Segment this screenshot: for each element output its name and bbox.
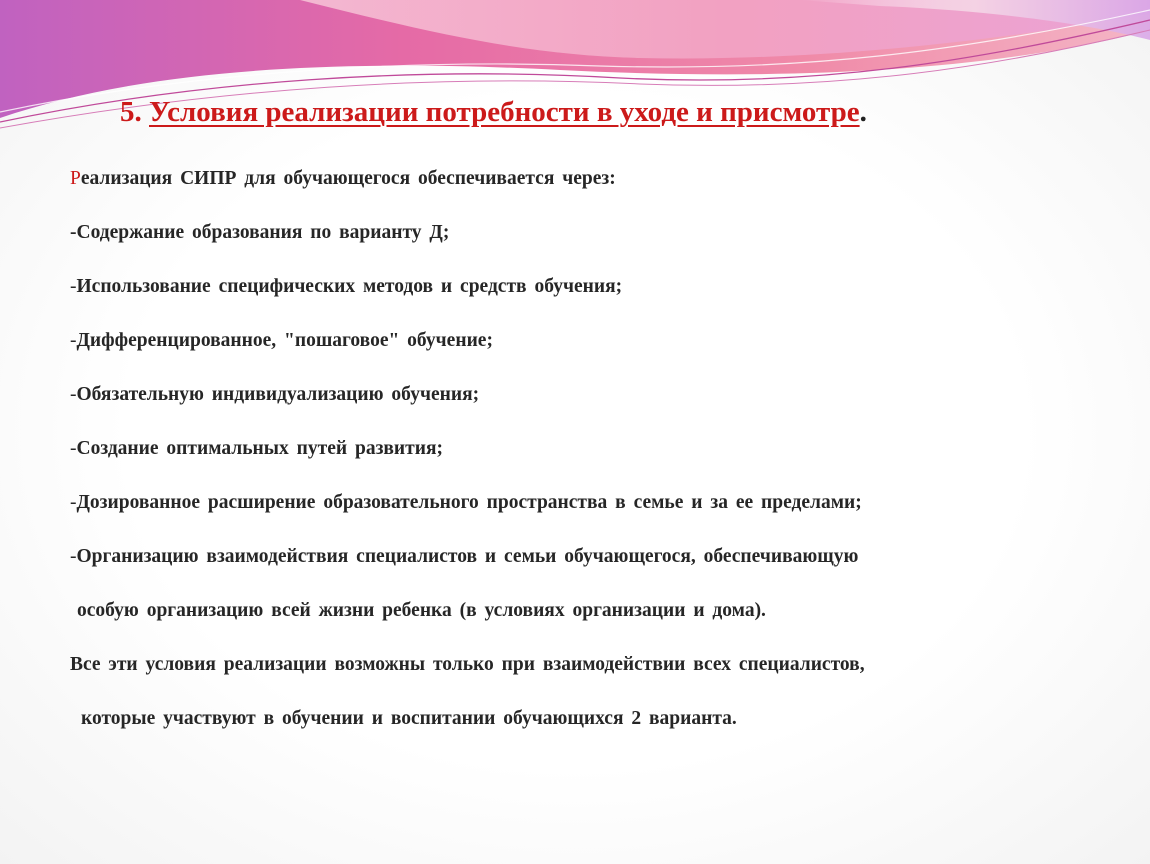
title-text: Условия реализации потребности в уходе и присмотре bbox=[149, 96, 860, 128]
list-item-text: Использование специфических методов и средств обучения; bbox=[76, 276, 623, 297]
list-item bbox=[70, 492, 1120, 546]
list-item-text: Создание оптимальных путей развития; bbox=[76, 438, 444, 459]
slide-title bbox=[120, 96, 867, 129]
intro-text: еализация СИПР для обучающегося обеспечивается через: bbox=[80, 168, 616, 189]
list-item-dash: - bbox=[70, 330, 77, 351]
title-period: . bbox=[859, 96, 867, 128]
list-item bbox=[70, 384, 1120, 438]
list-item-dash: - bbox=[70, 546, 77, 567]
title-number: 5. bbox=[120, 96, 142, 128]
list-item-text: Обязательную индивидуализацию обучения; bbox=[76, 384, 480, 405]
list-item-text: Содержание образования по варианту Д; bbox=[76, 222, 450, 243]
list-item-dash: - bbox=[70, 384, 77, 405]
intro-line bbox=[70, 168, 1120, 222]
list-item bbox=[70, 546, 1120, 600]
list-item-continuation: особую организацию всей жизни ребенка (в условиях организации и дома). bbox=[77, 600, 766, 621]
list-item-text: Дифференцированное, "пошаговое" обучение; bbox=[76, 330, 493, 351]
list-item-text: Организацию взаимодействия специалистов и семьи обучающегося, обеспечивающую bbox=[76, 546, 859, 567]
list-item-dash: - bbox=[70, 222, 77, 243]
list-item-dash: - bbox=[70, 438, 77, 459]
list-item-text: Дозированное расширение образовательного пространства в семье и за ее пределами; bbox=[76, 492, 862, 513]
list-item-dash: - bbox=[70, 492, 77, 513]
intro-first-letter: Р bbox=[70, 168, 81, 189]
list-item bbox=[70, 276, 1120, 330]
list-item bbox=[70, 222, 1120, 276]
conclusion-line-2: которые участвуют в обучении и воспитании обучающихся 2 варианта. bbox=[81, 708, 737, 729]
list-item bbox=[70, 330, 1120, 384]
list-item bbox=[70, 438, 1120, 492]
list-item-dash: - bbox=[70, 276, 77, 297]
conclusion-line-1: Все эти условия реализации возможны только при взаимодействии всех специалистов, bbox=[70, 654, 865, 675]
slide-body bbox=[70, 168, 1120, 762]
